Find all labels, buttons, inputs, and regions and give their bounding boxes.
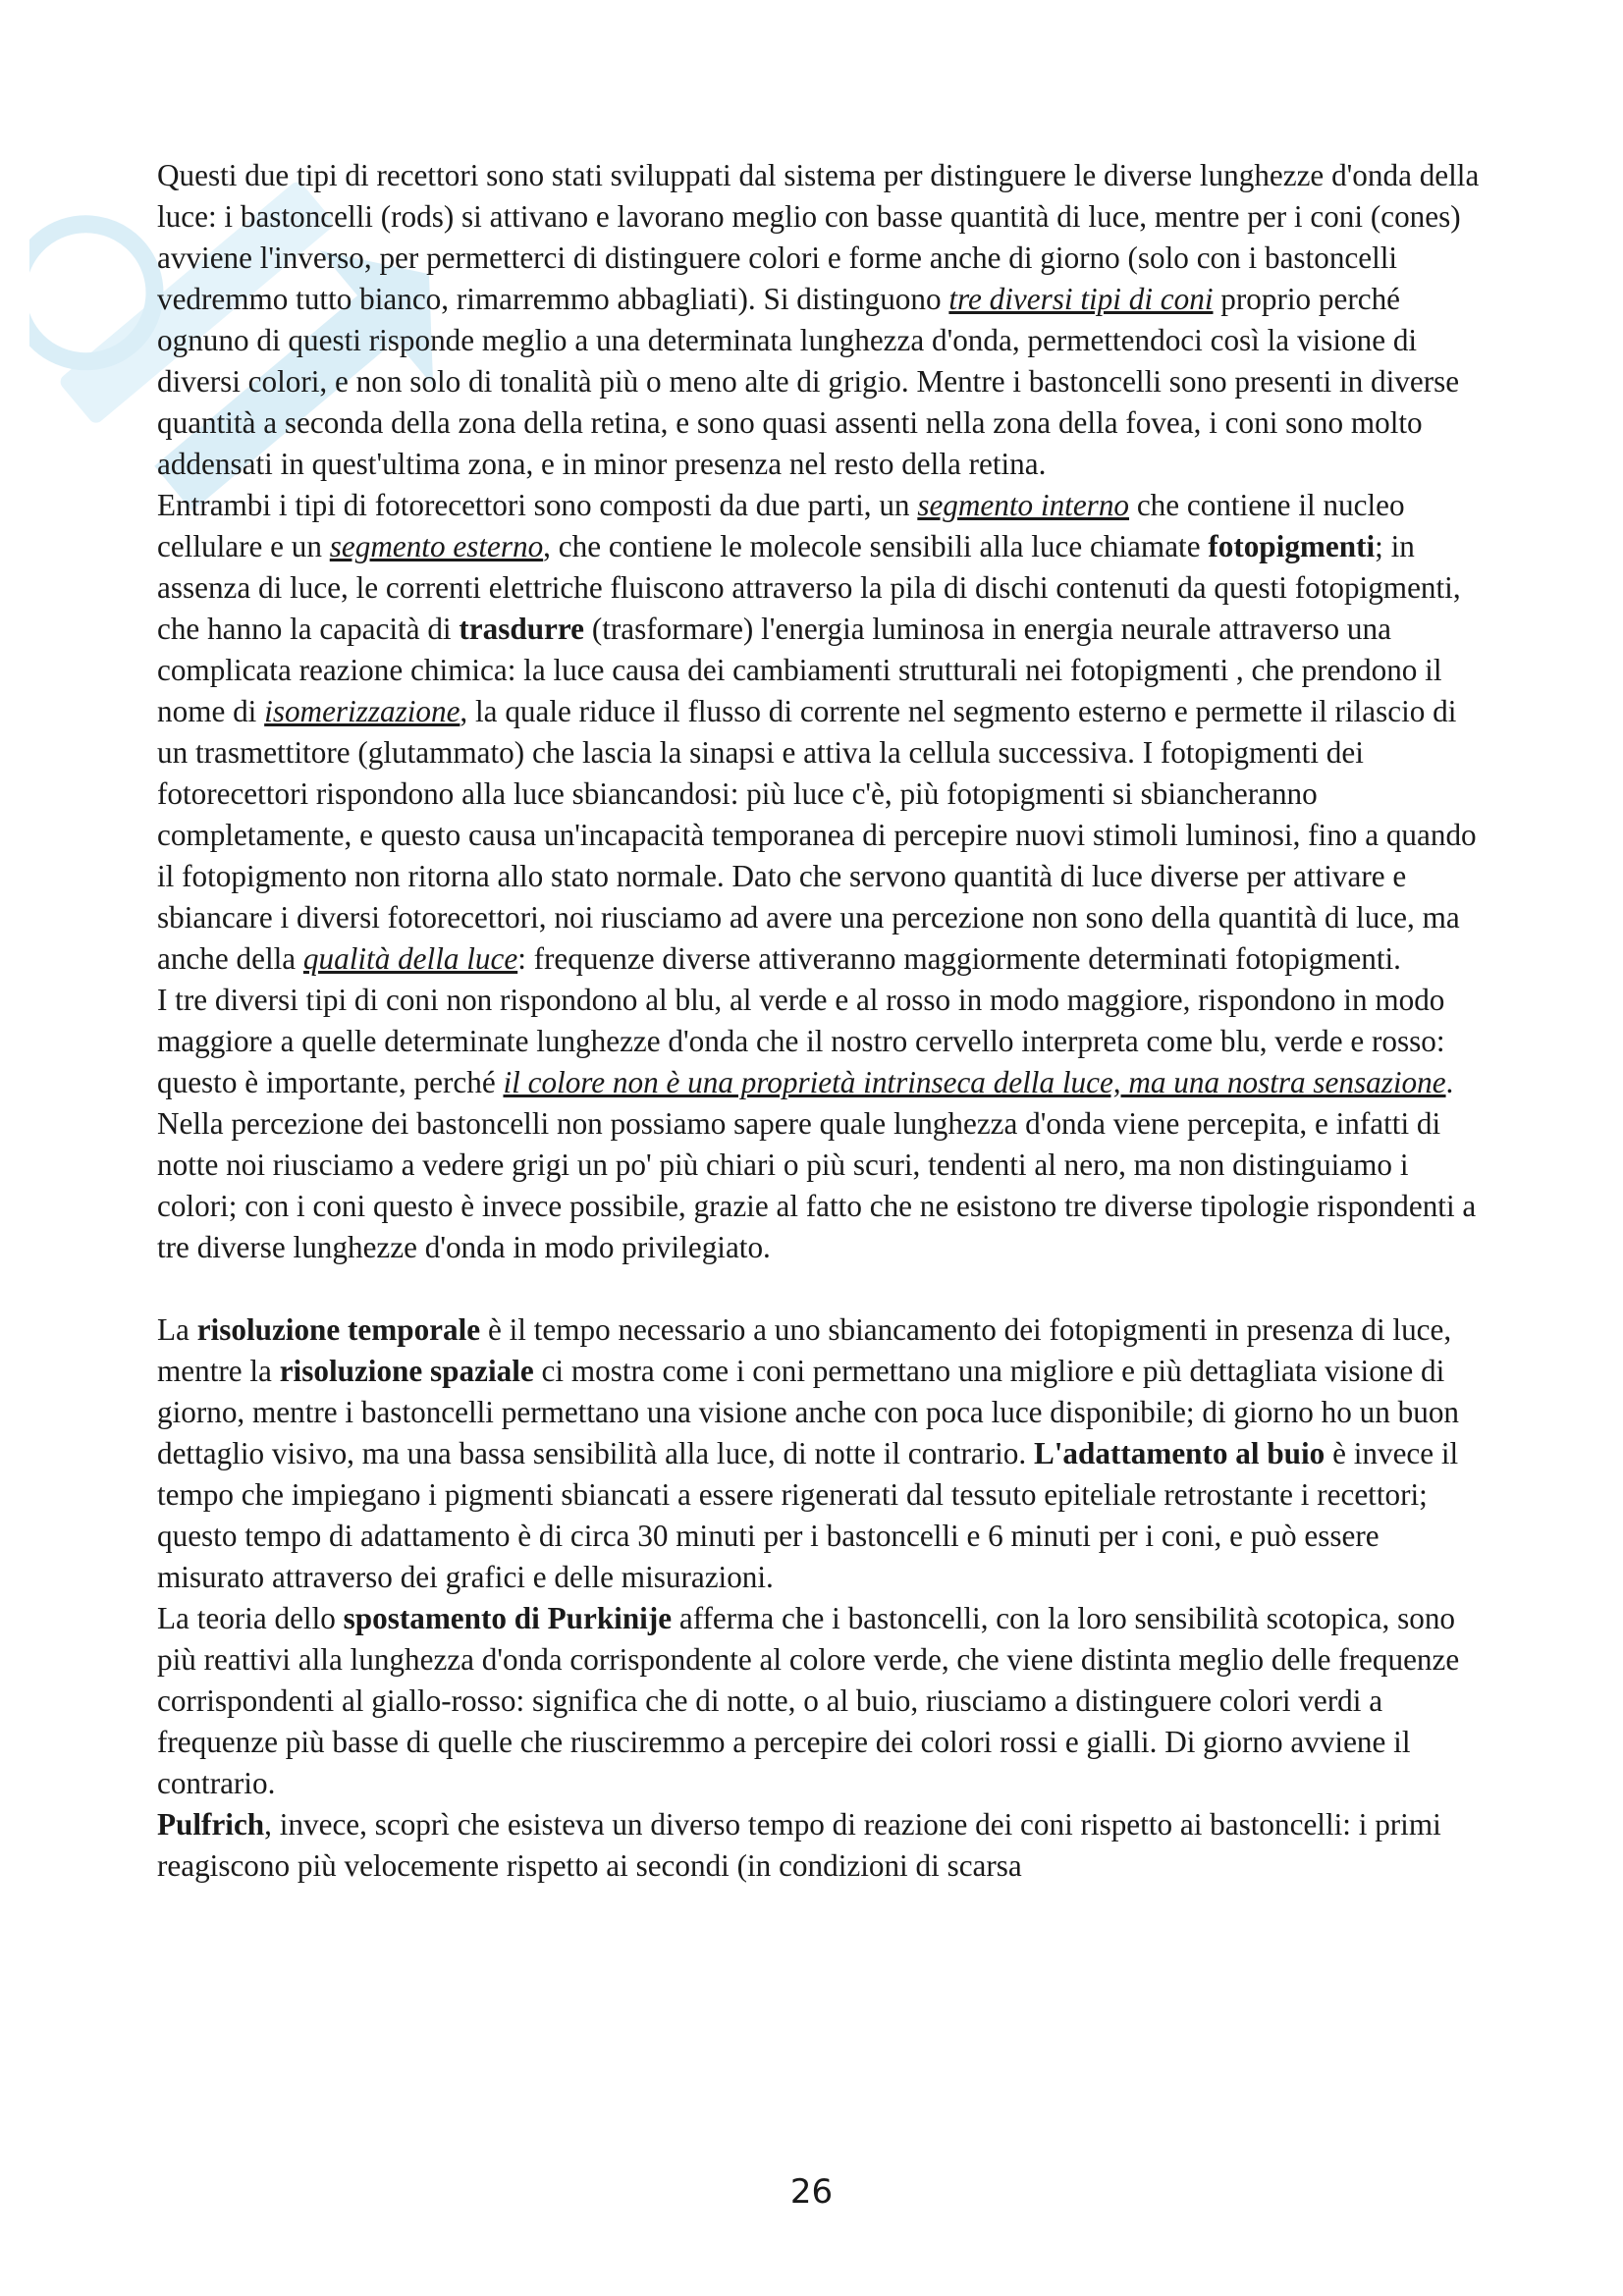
term-outer-segment: segmento esterno (329, 529, 544, 563)
paragraph-color-sensation (157, 980, 1488, 1268)
text-run: I tre diversi tipi di coni non rispondono al blu, al verde e al rosso in modo maggiore, rispondono in modo maggiore a quelle determinate lunghezze d'onda che il nostro cervello interpreta come blu, verde e rosso: questo è importante, perché (157, 983, 1445, 1099)
paragraph-resolution (157, 1309, 1488, 1598)
text-run: è invece il tempo che impiegano i pigmenti sbiancati a essere rigenerati dal tessuto epiteliale retrostante i recettori; questo tempo di adattamento è di circa 30 minuti per i bastoncelli e 6 minuti per i coni, e può essere misurato attraverso dei grafici e delle misurazioni. (157, 1436, 1459, 1594)
bold-transduce: trasdurre (459, 612, 585, 646)
text-run: : frequenze diverse attiveranno maggiormente determinati fotopigmenti. (517, 941, 1401, 976)
paragraph-purkinje (157, 1598, 1488, 1804)
term-three-cone-types: tre diversi tipi di coni (948, 282, 1214, 316)
text-run: , che contiene le molecole sensibili alla luce chiamate (543, 529, 1209, 563)
document-body (157, 155, 1488, 1887)
bold-purkinje-shift: spostamento di Purkinije (343, 1601, 673, 1635)
bold-pulfrich: Pulfrich (157, 1807, 265, 1842)
text-run: , la quale riduce il flusso di corrente nel segmento esterno e permette il rilascio di un trasmettitore (glutammato) che lascia la sinapsi e attiva la cellula successiva. I fotopigmenti dei fotorecettori rispondono alla luce sbiancandosi: più luce c'è, più fotopigmenti si sbiancheranno completamente, e questo causa un'incapacità temporanea di percepire nuovi stimoli luminosi, fino a quando il fotopigmento non ritorna allo stato normale. Dato che servono quantità di luce diverse per attivare e sbiancare i diversi fotorecettori, noi riusciamo ad avere una percezione non sono della quantità di luce, ma anche della (157, 694, 1477, 976)
text-run: ci mostra come i coni permettano una migliore e più dettagliata visione di giorno, mentre i bastoncelli permettano una visione anche con poca luce disponibile; di giorno ho un buon dettaglio visivo, ma una bassa sensibilità alla luce, di notte il contrario. (157, 1354, 1460, 1470)
text-run: . Nella percezione dei bastoncelli non possiamo sapere quale lunghezza d'onda viene percepita, e infatti di notte noi riusciamo a vedere grigi un po' più chiari o più scuri, tendenti al nero, ma non distinguiamo i colori; con i coni questo è invece possibile, grazie al fatto che ne esistono tre diverse tipologie rispondenti a tre diverse lunghezze d'onda in modo privilegiato. (157, 1065, 1477, 1264)
text-run: Questi due tipi di recettori sono stati sviluppati dal sistema per distinguere le diverse lunghezze d'onda della luce: i bastoncelli (rods) si attivano e lavorano meglio con basse quantità di luce, mentre per i coni (cones) avviene l'inverso, per permetterci di distinguere colori e forme anche di giorno (solo con i bastoncelli vedremmo tutto bianco, rimarremmo abbagliati). Si distinguono (157, 158, 1480, 316)
bold-photopigments: fotopigmenti (1208, 529, 1376, 563)
text-run: proprio perché ognuno di questi risponde meglio a una determinata lunghezza d'onda, permettendoci così la visione di diversi colori, e non solo di tonalità più o meno alte di grigio. Mentre i bastoncelli sono presenti in diverse quantità a seconda della zona della retina, e sono quasi assenti nella zona della fovea, i coni sono molto addensati in quest'ultima zona, e in minor presenza nel resto della retina. (157, 282, 1460, 481)
term-inner-segment: segmento interno (917, 488, 1130, 522)
text-run: afferma che i bastoncelli, con la loro sensibilità scotopica, sono più reattivi alla lunghezza d'onda corrispondente al colore verde, che viene distinta meglio delle frequenze corrispondenti al giallo-rosso: significa che di notte, o al buio, riusciamo a distinguere colori verdi a frequenze più basse di quelle che riusciremmo a percepire dei colori rossi e gialli. Di giorno avviene il contrario. (157, 1601, 1460, 1800)
text-run: La teoria dello (157, 1601, 344, 1635)
text-run: La (157, 1312, 197, 1347)
text-run: ; in assenza di luce, le correnti elettriche fluiscono attraverso la pila di dischi contenuti da questi fotopigmenti, che hanno la capacità di (157, 529, 1461, 646)
text-run: (trasformare) l'energia luminosa in energia neurale attraverso una complicata reazione chimica: la luce causa dei cambiamenti strutturali nei fotopigmenti , che prendono il nome di (157, 612, 1442, 728)
term-isomerization: isomerizzazione (264, 694, 460, 728)
bold-dark-adaptation: L'adattamento al buio (1033, 1436, 1325, 1470)
bold-temporal-resolution: risoluzione temporale (196, 1312, 481, 1347)
text-run: è il tempo necessario a uno sbiancamento dei fotopigmenti in presenza di luce, mentre la (157, 1312, 1452, 1388)
bold-spatial-resolution: risoluzione spaziale (279, 1354, 534, 1388)
paragraph-spacer (157, 1268, 1488, 1309)
term-quality-of-light: qualità della luce (302, 941, 518, 976)
paragraph-pulfrich (157, 1804, 1488, 1887)
paragraph-photoreceptors (157, 485, 1488, 980)
text-run: che contiene il nucleo cellulare e un (157, 488, 1405, 563)
term-color-not-property: il colore non è una proprietà intrinseca della luce, ma una nostra sensazione (503, 1065, 1446, 1099)
paragraph-receptors (157, 155, 1488, 485)
text-run: Entrambi i tipi di fotorecettori sono composti da due parti, un (157, 488, 918, 522)
text-run: , invece, scoprì che esisteva un diverso tempo di reazione dei coni rispetto ai bastoncelli: i primi reagiscono più velocemente rispetto ai secondi (in condizioni di scarsa (157, 1807, 1441, 1883)
page-number: 26 (789, 2172, 834, 2212)
